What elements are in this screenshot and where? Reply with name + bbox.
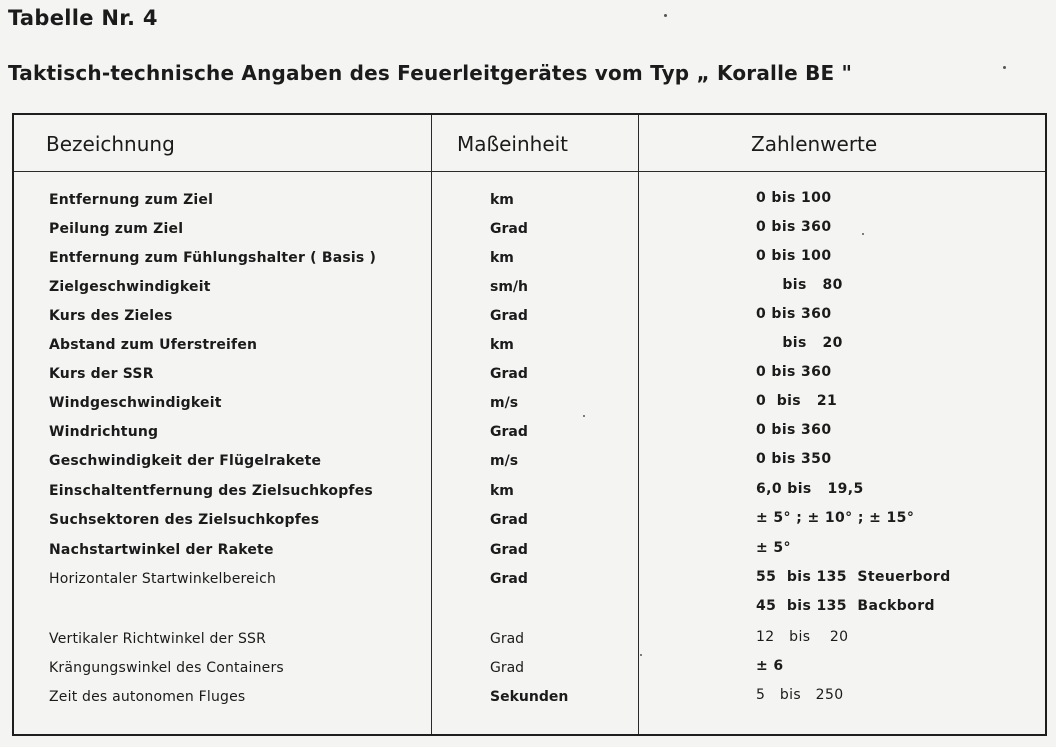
table-row [14,418,1045,447]
row-value: 0 bis 100 [756,190,832,206]
table-row [14,331,1045,360]
table-row [14,565,1045,594]
table-row [14,594,1045,623]
row-unit: km [490,250,514,266]
row-description: Windrichtung [49,424,159,440]
table-row [14,215,1045,244]
row-value: bis 20 [756,335,843,351]
row-unit: m/s [490,453,519,469]
row-description: Geschwindigkeit der Flügelrakete [49,453,322,469]
scan-speck [1003,66,1006,69]
row-unit: Grad [490,631,525,647]
row-unit: km [490,192,514,208]
row-description: Entfernung zum Ziel [49,192,214,208]
specifications-table [12,113,1047,736]
row-description: Windgeschwindigkeit [49,395,222,411]
row-description: Suchsektoren des Zielsuchkopfes [49,512,320,528]
table-row [14,360,1045,389]
table-row [14,302,1045,331]
row-unit: Grad [490,366,528,382]
row-description: Einschaltentfernung des Zielsuchkopfes [49,483,373,499]
row-value: 0 bis 360 [756,364,832,380]
scan-speck [664,14,667,17]
row-unit: Grad [490,660,525,676]
document-title: Taktisch-technische Angaben des Feuerleitgerätes vom Typ „ Koralle BE " [8,61,853,85]
scan-speck [583,415,585,417]
row-value: 45 bis 135 Backbord [756,598,935,614]
scan-speck [640,654,642,656]
row-unit: km [490,483,514,499]
scan-speck [862,233,864,235]
row-description: Vertikaler Richtwinkel der SSR [49,631,267,647]
table-row [14,625,1045,654]
row-description: Krängungswinkel des Containers [49,660,284,676]
row-description: Kurs der SSR [49,366,154,382]
row-unit: km [490,337,514,353]
table-row [14,273,1045,302]
header-value: Zahlenwerte [751,132,878,156]
row-unit: Sekunden [490,689,569,705]
table-row [14,477,1045,506]
row-value: 0 bis 360 [756,219,832,235]
header-unit: Maßeinheit [457,132,569,156]
table-row [14,389,1045,418]
table-row [14,683,1045,712]
row-value: 0 bis 100 [756,248,832,264]
row-value: 6,0 bis 19,5 [756,481,864,497]
row-description: Horizontaler Startwinkelbereich [49,571,277,587]
row-description: Zielgeschwindigkeit [49,279,211,295]
row-description: Nachstartwinkel der Rakete [49,542,274,558]
row-value: ± 5° ; ± 10° ; ± 15° [756,510,915,526]
row-unit: Grad [490,308,528,324]
row-description: Peilung zum Ziel [49,221,184,237]
row-value: 0 bis 360 [756,306,832,322]
row-value: ± 6 [756,658,784,674]
row-description: Kurs des Zieles [49,308,173,324]
row-unit: m/s [490,395,519,411]
row-value: 5 bis 250 [756,687,844,703]
table-row [14,447,1045,476]
table-row [14,244,1045,273]
row-description: Abstand zum Uferstreifen [49,337,258,353]
table-row [14,506,1045,535]
row-unit: Grad [490,571,528,587]
row-unit: sm/h [490,279,529,295]
row-unit: Grad [490,221,528,237]
table-row [14,654,1045,683]
row-value: ± 5° [756,540,791,556]
row-value: 0 bis 21 [756,393,838,409]
row-value: 55 bis 135 Steuerbord [756,569,951,585]
header-divider [14,171,1045,172]
row-description: Zeit des autonomen Fluges [49,689,246,705]
row-unit: Grad [490,542,528,558]
row-value: 0 bis 350 [756,451,832,467]
row-unit: Grad [490,424,528,440]
table-number-label: Tabelle Nr. 4 [8,6,158,30]
row-unit: Grad [490,512,528,528]
row-description: Entfernung zum Fühlungshalter ( Basis ) [49,250,377,266]
row-value: 12 bis 20 [756,629,849,645]
table-row [14,186,1045,215]
table-row [14,536,1045,565]
row-value: 0 bis 360 [756,422,832,438]
row-value: bis 80 [756,277,843,293]
header-description: Bezeichnung [46,132,175,156]
